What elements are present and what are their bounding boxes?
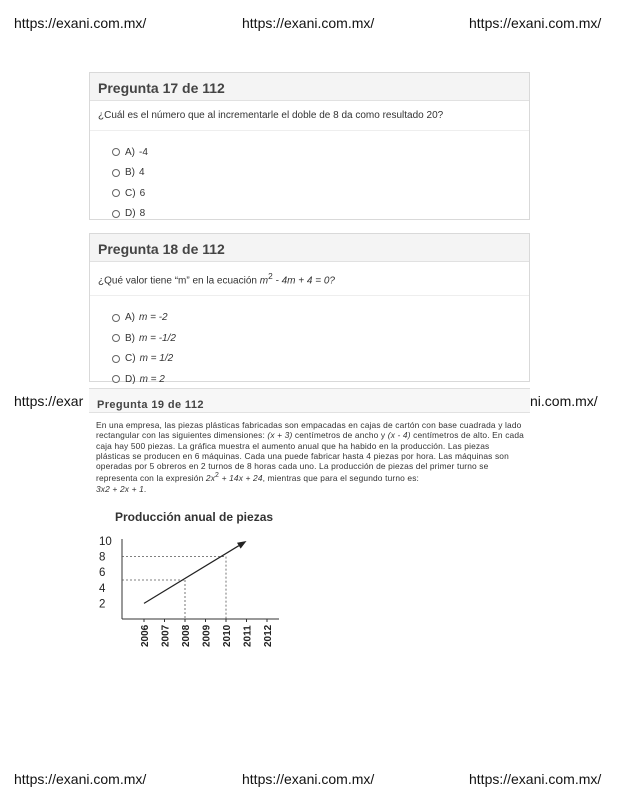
option-b[interactable] — [112, 328, 529, 349]
radio-button[interactable] — [112, 334, 120, 342]
question-header — [90, 73, 529, 101]
option-letter: C) — [125, 353, 136, 365]
question-card-17 — [89, 72, 530, 220]
question-title: Pregunta 17 de 112 — [98, 80, 225, 96]
x-tick-label: 2007 — [160, 624, 172, 647]
production-chart — [89, 509, 530, 669]
y-tick-label: 6 — [99, 567, 106, 580]
chart-title: Producción anual de piezas — [115, 510, 274, 524]
question-card-19 — [89, 388, 530, 673]
chart-plot-area — [99, 536, 279, 647]
option-value: m = 1/2 — [139, 353, 174, 365]
expression-first-shift: 2x — [205, 473, 216, 484]
watermark-bottom-left: https://exani.com.mx/ — [14, 771, 147, 787]
watermark-top-right: https://exani.com.mx/ — [469, 15, 602, 31]
option-letter: D) — [125, 373, 136, 385]
question-text-start: ¿Qué valor tiene “m” en la ecuación — [98, 275, 260, 287]
option-letter: B) — [125, 332, 135, 344]
x-tick-label: 2010 — [222, 624, 233, 647]
watermark-mid-left: https://exar — [14, 393, 84, 409]
watermark-bottom-right: https://exani.com.mx/ — [469, 771, 602, 787]
option-c[interactable] — [112, 183, 529, 204]
watermark-mid-right: ni.com.mx/ — [530, 393, 598, 409]
watermark-top-center: https://exani.com.mx/ — [242, 15, 375, 31]
statement-part: centímetros de ancho y — [292, 430, 388, 441]
radio-button[interactable] — [112, 355, 120, 363]
equation-variable: m — [259, 275, 269, 287]
option-letter: A) — [125, 146, 135, 158]
series-line — [144, 546, 239, 604]
answer-options — [90, 296, 529, 389]
option-letter: D) — [125, 208, 136, 220]
radio-button[interactable] — [112, 375, 120, 383]
radio-button[interactable] — [112, 314, 120, 322]
option-value: 4 — [139, 167, 145, 179]
x-tick-label: 2009 — [201, 624, 213, 647]
option-a[interactable] — [112, 307, 529, 328]
x-tick-label: 2012 — [263, 624, 274, 647]
x-tick-label: 2011 — [242, 625, 254, 647]
expression-second-shift: 3x2 + 2x + 1 — [96, 483, 144, 494]
problem-statement — [96, 420, 524, 494]
option-letter: C) — [125, 187, 136, 199]
watermark-top-left: https://exani.com.mx/ — [14, 15, 147, 31]
option-value: 8 — [139, 208, 146, 220]
x-tick-label: 2008 — [181, 624, 192, 647]
option-value: m = 2 — [139, 373, 165, 385]
answer-options — [90, 131, 529, 224]
option-d[interactable] — [112, 369, 529, 390]
y-tick-label: 8 — [99, 551, 106, 564]
question-header — [90, 234, 529, 262]
option-d[interactable] — [112, 204, 529, 225]
dimension-height: (x - 4) — [387, 430, 411, 441]
dimension-width: (x + 3) — [267, 430, 293, 441]
option-letter: B) — [125, 167, 135, 179]
statement-part: centímetros de alto. En cada caja hay 500 piezas. La gráfica muestra el aumento anual que ha habido en la producción. Las piezas plásticas se producen en 6 máquinas. Cada una puede fabricar hasta 4 piezas por hora. Las máquinas son operadas por 5 obreros en 2 turnos de 8 horas cada uno. La producción de piezas del primer turno se representa con la expresión — [96, 430, 524, 484]
equation-exponent: 2 — [268, 271, 273, 281]
option-letter: A) — [125, 312, 135, 324]
statement-part: En una empresa, las piezas plásticas fabricadas son empacadas en cajas de cartón con base cuadrada y lado rectangular con las siguientes dimensiones: — [96, 420, 522, 441]
radio-button[interactable] — [112, 189, 120, 197]
option-value: m = -2 — [139, 312, 168, 324]
option-value: 6 — [139, 187, 146, 199]
option-c[interactable] — [112, 348, 529, 369]
question-title: Pregunta 18 de 112 — [98, 241, 225, 257]
question-title: Pregunta 19 de 112 — [97, 399, 204, 411]
option-value: m = -1/2 — [139, 332, 176, 344]
series-arrow-head — [237, 541, 247, 549]
expression-first-shift-rest: + 14x + 24 — [219, 473, 263, 484]
expression-exponent: 2 — [215, 472, 220, 480]
option-value: -4 — [139, 146, 148, 158]
radio-button[interactable] — [112, 148, 120, 156]
question-text — [90, 262, 529, 296]
question-card-18 — [89, 233, 530, 385]
statement-part: , mientras que para el segundo turno es: — [262, 473, 420, 484]
option-b[interactable] — [112, 163, 529, 184]
x-tick-label: 2006 — [140, 624, 151, 647]
question-text: ¿Cuál es el número que al incrementarle el doble de 8 da como resultado 20? — [90, 101, 529, 131]
radio-button[interactable] — [112, 210, 120, 218]
radio-button[interactable] — [112, 169, 120, 177]
statement-part: . — [143, 483, 147, 494]
question-header — [89, 389, 530, 413]
watermark-bottom-center: https://exani.com.mx/ — [242, 771, 375, 787]
equation-rest: - 4m + 4 = 0? — [272, 275, 335, 287]
option-a[interactable] — [112, 142, 529, 163]
y-tick-label: 10 — [99, 536, 112, 548]
y-tick-label: 4 — [99, 582, 106, 595]
y-tick-label: 2 — [99, 598, 106, 611]
